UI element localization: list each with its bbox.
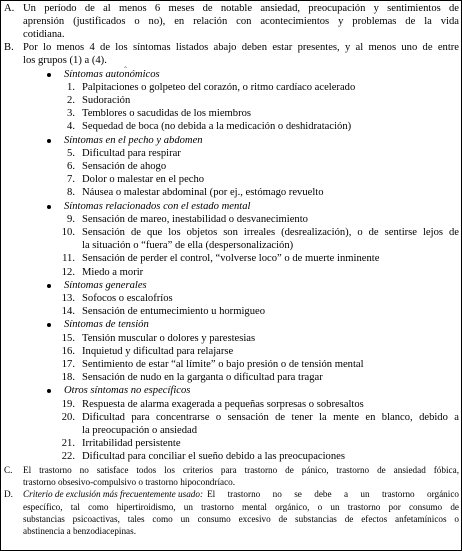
bullet-icon	[47, 73, 51, 77]
item-text: Dificultad para respirar	[82, 147, 181, 159]
item-number: 1.	[67, 81, 75, 93]
group-title: Síntomas de tensión	[64, 319, 149, 331]
section-d-letter: D.	[4, 489, 13, 500]
section-c-text: trastorno obsesivo-compulsivo o trastorno hipocondríaco.	[23, 477, 236, 488]
item-text: Sensación de entumecimiento u hormigueo	[82, 306, 265, 318]
section-b-text: los grupos (1) a (4).	[23, 55, 107, 67]
bullet-icon	[47, 389, 51, 393]
bullet-icon	[47, 139, 51, 143]
item-text: Sensación de mareo, inestabilidad o desvanecimiento	[82, 213, 308, 225]
item-text: Sensación de perder el control, “volverse loco” o de muerte inminente	[82, 253, 380, 265]
item-text: Inquietud y dificultad para relajarse	[82, 345, 234, 357]
section-a-text: cotidiana.	[23, 28, 65, 40]
item-text: Temblores o sacudidas de los miembros	[82, 108, 252, 120]
item-number: 22.	[61, 451, 75, 463]
group-title: Otros síntomas no específicos	[64, 385, 191, 397]
item-number: 18.	[61, 372, 75, 384]
item-number: 20.	[61, 411, 75, 423]
item-text: Tensión muscular o dolores y parestesias	[82, 332, 256, 344]
section-d-text: abstinencia a benzodiacepinas.	[23, 526, 137, 536]
item-number: 5.	[67, 147, 75, 159]
item-text: Sofocos o escalofríos	[82, 292, 173, 304]
item-number: 19.	[61, 398, 75, 410]
item-text: Sensación de ahogo	[82, 160, 167, 172]
group-title: Síntomas relacionados con el estado mental	[64, 200, 251, 212]
group-title: Síntomas autonómicos	[64, 68, 160, 80]
group-title: Síntomas en el pecho y abdomen	[64, 134, 203, 146]
section-a-letter: A.	[4, 2, 15, 14]
item-number: 8.	[67, 187, 75, 199]
item-number: 3.	[67, 108, 75, 120]
item-number: 2.	[67, 94, 75, 106]
item-number: 21.	[61, 438, 75, 450]
spellcheck-mark: ‸	[124, 58, 128, 69]
item-number: 7.	[67, 174, 75, 186]
group-title: Síntomas generales	[64, 279, 147, 291]
item-text: la situación o “fuera” de ella (despersonalización)	[82, 240, 294, 252]
section-b-text: Por lo menos 4 de los síntomas listados abajo deben estar presentes, y al menos uno de entre	[23, 42, 459, 54]
item-number: 13.	[61, 292, 75, 304]
item-text: Miedo a morir	[82, 266, 144, 278]
item-text: Náusea o malestar abdominal (por ej., estómago revuelto	[82, 187, 324, 199]
section-a-text: Un período de al menos 6 meses de notable ansiedad, preocupación y sentimientos de	[23, 2, 459, 14]
bullet-icon	[47, 205, 51, 209]
item-text: Dificultad para conciliar el sueño debido a las preocupaciones	[82, 451, 345, 463]
item-number: 11.	[62, 253, 75, 265]
item-number: 12.	[61, 266, 75, 278]
item-text: Sensación de nudo en la garganta o dificultad para tragar	[82, 372, 323, 384]
item-text: la preocupación o ansiedad	[82, 424, 198, 436]
item-text: Irritabilidad persistente	[82, 438, 181, 450]
item-number: 15.	[61, 332, 75, 344]
section-c-letter: C.	[4, 465, 13, 475]
item-text: Sentimiento de estar “al límite” o bajo presión o de tensión mental	[82, 358, 364, 370]
item-number: 4.	[67, 121, 75, 133]
section-d-text: substancias psicoactivas, tales como un consumo excesivo de substancias de efectos anfetamínicos o	[23, 513, 459, 524]
section-d-text: específico, tal como hipertiroidismo, un trastorno mental orgánico, o un trastorno por consumo de	[23, 501, 459, 512]
item-number: 9.	[67, 213, 75, 225]
section-d-text: El trastorno no se debe a un trastorno orgánico	[207, 489, 459, 500]
item-text: Dolor o malestar en el pecho	[82, 174, 205, 186]
item-number: 6.	[67, 160, 75, 172]
section-a-text: aprensión (justificados o no), en relación con acontecimientos y problemas de la vida	[23, 15, 459, 27]
item-text: Sudoración	[82, 94, 131, 106]
section-b-letter: B.	[4, 42, 14, 54]
item-text: Sequedad de boca (no debida a la medicación o deshidratación)	[82, 121, 352, 133]
item-number: 14.	[61, 306, 75, 318]
bullet-icon	[47, 323, 51, 327]
item-number: 10.	[61, 226, 75, 238]
item-text: Respuesta de alarma exagerada a pequeñas sorpresas o sobresaltos	[82, 398, 364, 410]
item-text: Palpitaciones o golpeteo del corazón, o ritmo cardíaco acelerado	[82, 81, 356, 93]
item-number: 17.	[61, 358, 75, 370]
section-c-text: El trastorno no satisface todos los criterios para trastorno de pánico, trastorno de ansiedad fóbica,	[23, 465, 459, 475]
item-number: 16.	[61, 345, 75, 357]
bullet-icon	[47, 284, 51, 288]
section-d-label: Criterio de exclusión más frecuentemente usado:	[23, 489, 204, 500]
item-text: Dificultad para concentrarse o sensación de tener la mente en blanco, debido a	[82, 411, 459, 423]
item-text: Sensación de que los objetos son irreales (desrealización), o de sentirse lejos de	[82, 226, 459, 238]
